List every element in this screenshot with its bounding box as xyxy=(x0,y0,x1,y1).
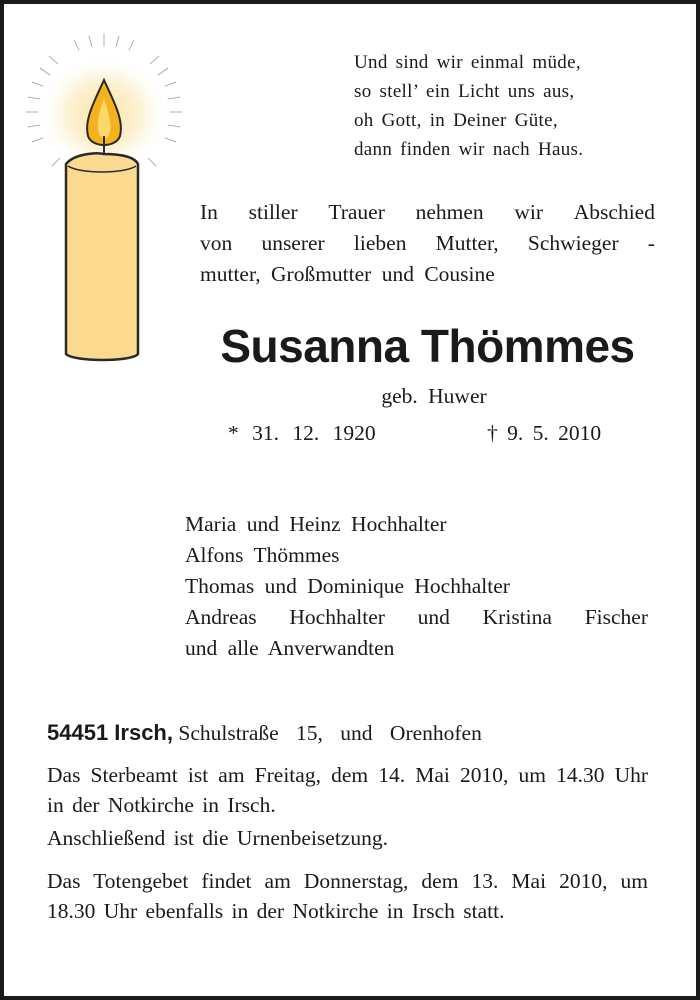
candle-body xyxy=(66,153,138,360)
mourning-statement xyxy=(200,197,655,290)
poem-line: so stell’ ein Licht uns aus, xyxy=(354,81,575,102)
statement-line: von unserer lieben Mutter, Schwieger - xyxy=(200,231,655,255)
poem-line: Und sind wir einmal müde, xyxy=(354,52,581,73)
address-street: Schulstraße 15, und Orenhofen xyxy=(178,721,482,745)
address-city: 54451 Irsch, xyxy=(47,720,173,745)
prayer-notice: Das Totengebet findet am Donnerstag, dem 13. Mai 2010, um 18.30 Uhr ebenfalls in der Notkirche in Irsch statt. xyxy=(47,869,648,923)
death-date: † 9. 5. 2010 xyxy=(487,421,602,445)
address xyxy=(47,720,482,746)
mourner-line: und alle Anverwandten xyxy=(185,636,395,660)
deceased-name: Susanna Thömmes xyxy=(220,320,635,372)
maiden-name: geb. Huwer xyxy=(381,384,487,408)
candle-icon xyxy=(14,32,184,372)
urn-burial-notice: Anschließend ist die Urnenbeisetzung. xyxy=(47,826,388,850)
mourner-line: Maria und Heinz Hochhalter xyxy=(185,512,447,536)
requiem-notice: Das Sterbeamt ist am Freitag, dem 14. Mai 2010, um 14.30 Uhr in der Notkirche in Irsch. xyxy=(47,763,648,817)
birth-date: * 31. 12. 1920 xyxy=(228,421,376,445)
poem-line: dann finden wir nach Haus. xyxy=(354,139,584,160)
statement-line: mutter, Großmutter und Cousine xyxy=(200,262,495,286)
mourner-line: Alfons Thömmes xyxy=(185,543,340,567)
statement-line: In stiller Trauer nehmen wir Abschied xyxy=(200,200,655,224)
mourner-line: Thomas und Dominique Hochhalter xyxy=(185,574,510,598)
poem xyxy=(354,48,583,164)
mourners-list xyxy=(185,509,648,664)
poem-line: oh Gott, in Deiner Güte, xyxy=(354,110,558,131)
mourner-line: Andreas Hochhalter und Kristina Fischer xyxy=(185,605,648,629)
